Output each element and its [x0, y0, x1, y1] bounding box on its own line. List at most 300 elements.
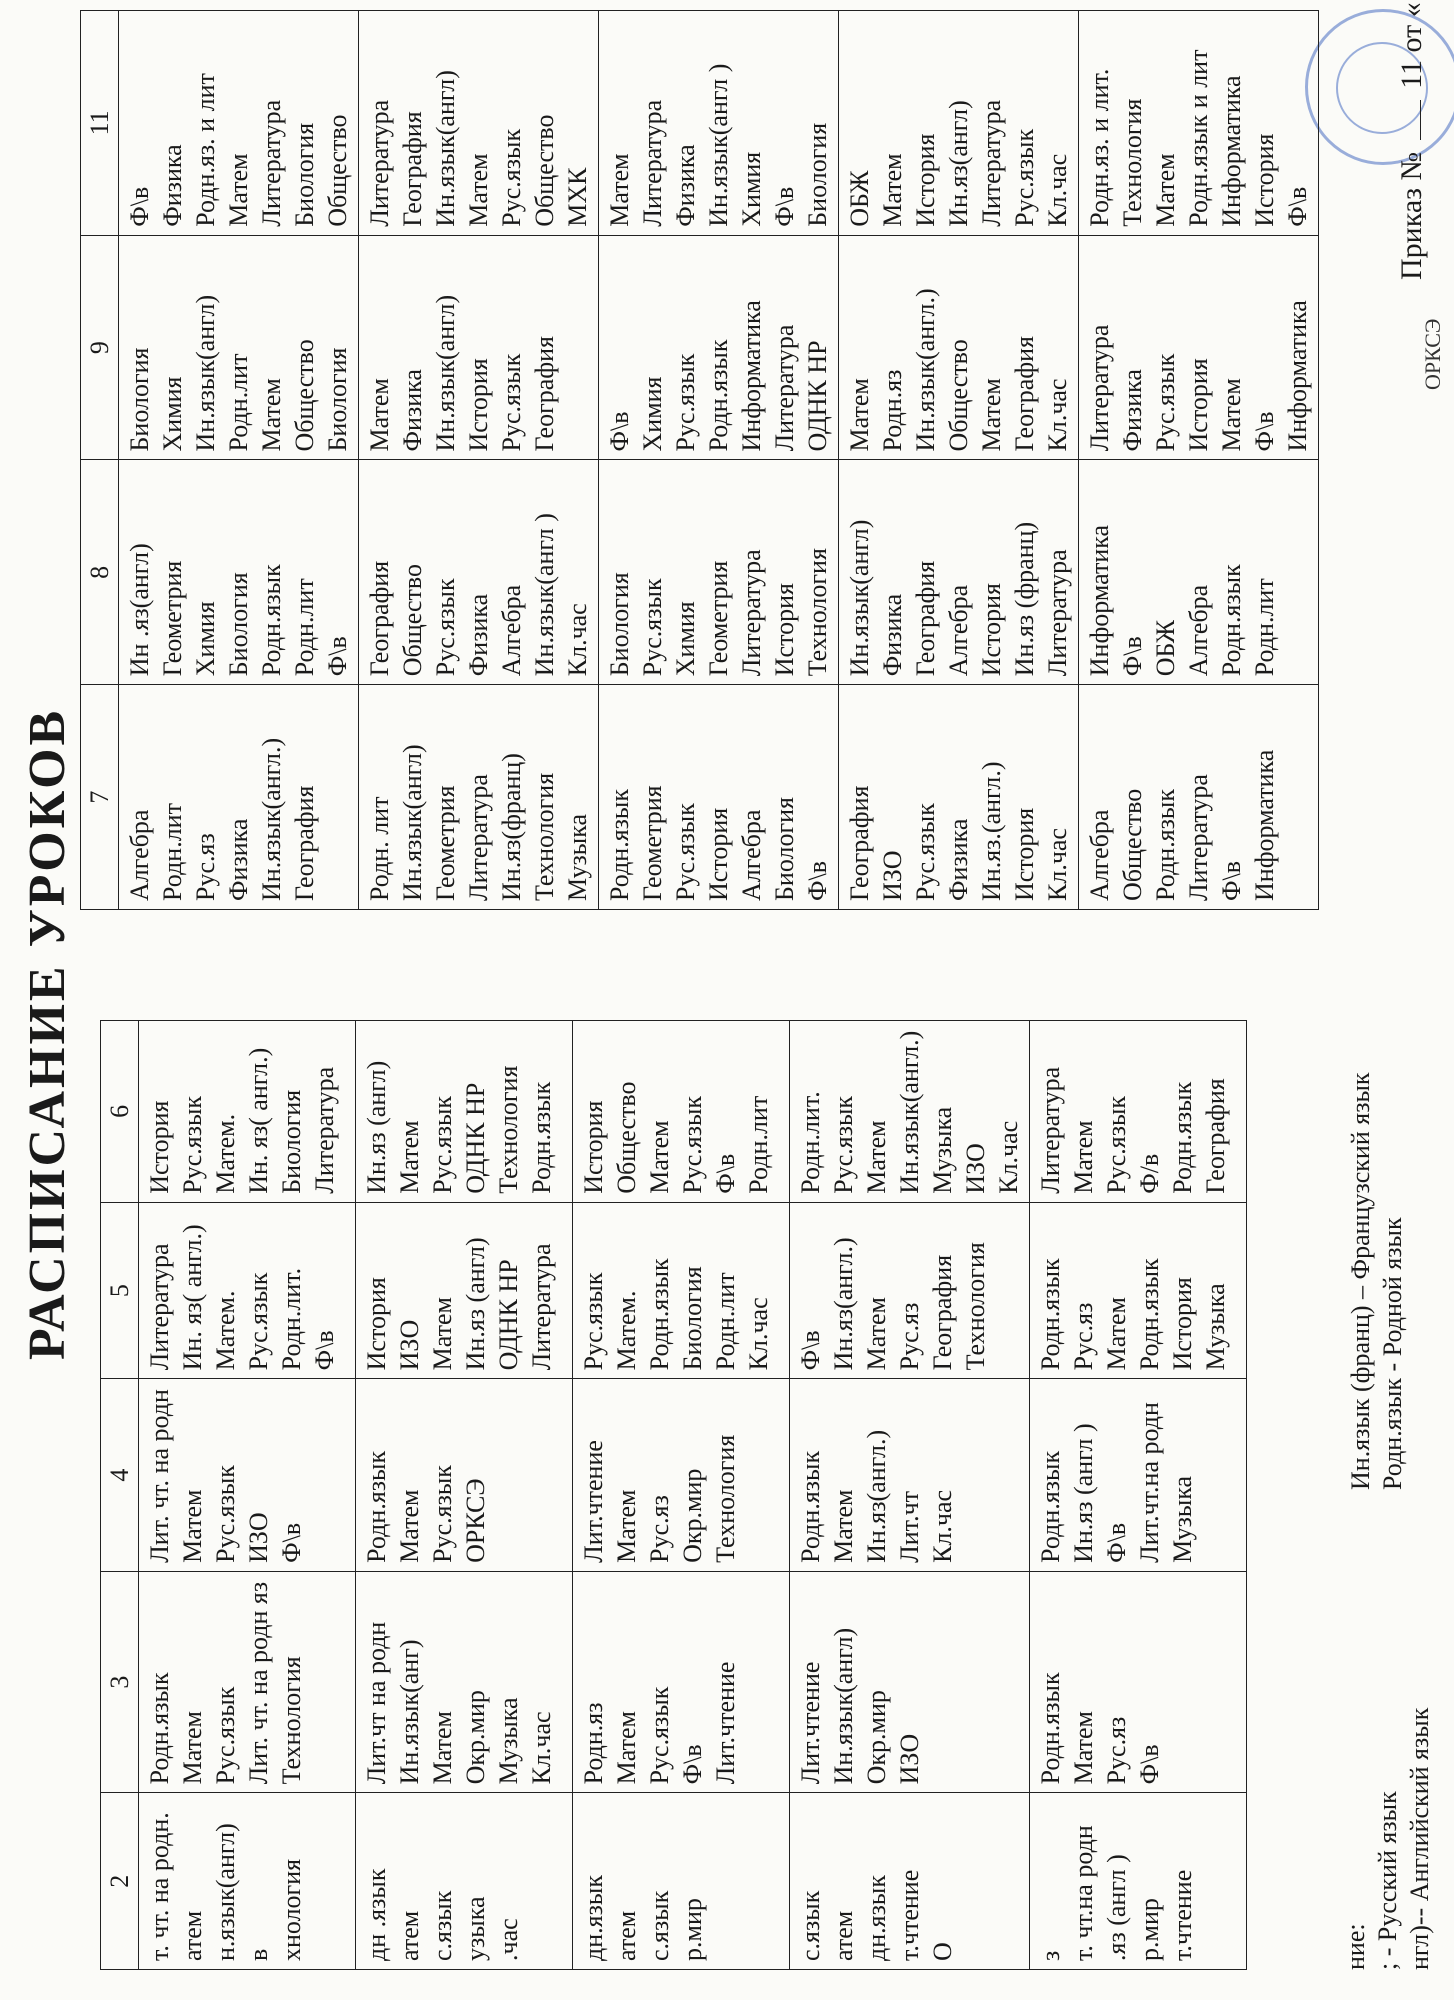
- bottom-fragment: ОРКСЭ: [1420, 318, 1445, 390]
- lesson-subject: Кл.час: [563, 603, 592, 677]
- lesson-subject: Алгебра: [1184, 584, 1213, 677]
- lesson-subject: Физика: [878, 593, 907, 677]
- lesson-cell: [1030, 1379, 1247, 1572]
- lesson-subject: Информатика: [1085, 524, 1114, 677]
- lesson-subject: Музыка: [1201, 1283, 1230, 1371]
- lesson-subject: Родн.лит: [711, 1272, 740, 1371]
- day-row: [1079, 11, 1319, 910]
- lesson-subject: Кл.час: [1043, 828, 1072, 901]
- day-row: [359, 11, 599, 910]
- lesson-subject: Технология: [803, 548, 832, 677]
- lesson-cell: [359, 235, 599, 460]
- lesson-subject: Лит.чтение: [711, 1661, 740, 1785]
- lesson-subject: атем: [829, 1910, 858, 1961]
- lesson-subject: Общество: [530, 114, 559, 227]
- lesson-subject: Рус.язык: [829, 1095, 858, 1194]
- lesson-subject: Литература: [737, 549, 766, 677]
- day-row: [839, 11, 1079, 910]
- lesson-subject: Ин.язык(англ): [845, 519, 874, 677]
- lesson-subject: Рус.язык: [1010, 128, 1039, 227]
- lesson-subject: Родн.яз: [579, 1702, 608, 1785]
- lesson-subject: Рус.яз: [1102, 1716, 1131, 1785]
- lesson-subject: Ф\в: [1118, 636, 1147, 677]
- grade-header: 9: [81, 235, 119, 460]
- lesson-subject: Литература: [770, 324, 799, 452]
- lesson-subject: Родн.язык: [796, 1450, 825, 1563]
- lesson-subject: Ин. яз( англ.): [244, 1047, 273, 1194]
- lesson-subject: Ин.яз (англ ): [1069, 1423, 1098, 1563]
- grade-header: 3: [101, 1571, 139, 1793]
- lesson-subject: атем: [612, 1910, 641, 1961]
- lesson-subject: Матем.: [211, 1290, 240, 1371]
- lesson-subject: Рус.язык: [645, 1686, 674, 1785]
- lesson-cell: [790, 1379, 1030, 1572]
- lesson-subject: Ф\в: [678, 1744, 707, 1785]
- lesson-subject: Матем: [612, 1489, 641, 1563]
- lesson-subject: ОБЖ: [1151, 619, 1180, 677]
- lesson-subject: Ф\в: [1217, 860, 1246, 901]
- lesson-subject: Рус.язык: [671, 353, 700, 452]
- lesson-cell: [119, 11, 359, 236]
- lesson-subject: Геометрия: [704, 560, 733, 677]
- lesson-subject: Лит.чтение: [579, 1440, 608, 1563]
- lesson-subject: Физика: [398, 369, 427, 452]
- lesson-subject: Химия: [158, 376, 187, 452]
- lesson-subject: Биология: [803, 122, 832, 227]
- lesson-cell: [573, 1793, 790, 1970]
- lesson-subject: р.мир: [678, 1898, 707, 1961]
- lesson-subject: ИЗО: [878, 850, 907, 901]
- lesson-cell: [1030, 1571, 1247, 1793]
- lesson-subject: ОДНК НР: [494, 1259, 523, 1371]
- lesson-subject: Общество: [1118, 788, 1147, 901]
- lesson-subject: Ин.язык(англ.): [257, 737, 286, 901]
- lesson-cell: [790, 1202, 1030, 1379]
- lesson-subject: Ин.язык(англ.): [895, 1030, 924, 1194]
- lesson-subject: Матем: [257, 378, 286, 452]
- lesson-subject: История: [911, 133, 940, 227]
- lesson-subject: Литература: [464, 774, 493, 901]
- lesson-subject: Кл.час: [744, 1297, 773, 1371]
- lesson-subject: Лит. чт. на родн яз: [244, 1581, 273, 1785]
- lesson-subject: Информатика: [1217, 75, 1246, 227]
- day-row: [573, 1021, 790, 1970]
- lesson-subject: Рус.язык: [497, 353, 526, 452]
- lesson-subject: Общество: [290, 339, 319, 452]
- lesson-subject: Окр.мир: [862, 1690, 891, 1785]
- day-row: [356, 1021, 573, 1970]
- lesson-subject: ИЗО: [395, 1319, 424, 1371]
- lesson-subject: Матем: [1069, 1711, 1098, 1785]
- lesson-subject: Алгебра: [944, 584, 973, 677]
- lesson-subject: Литература: [365, 99, 394, 227]
- legend-item: нгл)-- Английский язык: [1405, 1707, 1434, 1970]
- lesson-subject: Литература: [638, 99, 667, 227]
- lesson-cell: [573, 1021, 790, 1203]
- lesson-subject: Матем: [428, 1711, 457, 1785]
- lesson-subject: Ин.язык(англ): [191, 294, 220, 452]
- page-title: РАСПИСАНИЕ УРОКОВ: [19, 707, 76, 1360]
- lesson-subject: Ин. яз( англ.): [178, 1224, 207, 1371]
- lesson-subject: Технология: [711, 1434, 740, 1563]
- lesson-subject: Окр.мир: [678, 1468, 707, 1563]
- lesson-subject: Родн.язык и лит: [1184, 49, 1213, 227]
- lesson-subject: Ф\в: [1135, 1744, 1164, 1785]
- lesson-subject: Рус.язык: [579, 1272, 608, 1371]
- lesson-subject: История: [1184, 358, 1213, 452]
- lesson-subject: Ин .яз(англ): [125, 543, 154, 677]
- lesson-subject: атем: [395, 1910, 424, 1961]
- lesson-subject: История: [770, 583, 799, 677]
- lesson-subject: Ф\в: [310, 1330, 339, 1371]
- legend-item: Ин.язык (франц) – Французский язык: [1346, 1072, 1375, 1490]
- lesson-subject: Родн.язык: [645, 1258, 674, 1371]
- grade-header: 5: [101, 1202, 139, 1379]
- lesson-cell: [1030, 1021, 1247, 1203]
- lesson-subject: Ф\в: [803, 860, 832, 901]
- lesson-subject: Алгебра: [125, 809, 154, 901]
- lesson-cell: [839, 685, 1079, 910]
- lesson-cell: [599, 235, 839, 460]
- lesson-cell: [139, 1793, 356, 1970]
- lesson-cell: [1030, 1793, 1247, 1970]
- lesson-subject: Ф\в: [770, 186, 799, 227]
- lesson-subject: с.язык: [796, 1890, 825, 1961]
- lesson-subject: Биология: [277, 1089, 306, 1194]
- lesson-subject: Матем: [365, 378, 394, 452]
- lesson-cell: [1079, 235, 1319, 460]
- lesson-subject: Рус.язык: [671, 803, 700, 901]
- lesson-subject: Ин.яз(англ): [944, 100, 973, 227]
- lesson-subject: Литература: [1043, 549, 1072, 677]
- lesson-subject: Матем: [862, 1297, 891, 1371]
- lesson-subject: Рус.язык: [638, 578, 667, 677]
- lesson-subject: Ин.язык(англ ): [704, 63, 733, 227]
- lesson-subject: Родн.лит.: [796, 1091, 825, 1194]
- lesson-subject: р.мир: [1135, 1898, 1164, 1961]
- lesson-subject: Рус.язык: [428, 1465, 457, 1563]
- lesson-subject: с.язык: [645, 1890, 674, 1961]
- lesson-subject: Музыка: [494, 1697, 523, 1785]
- lesson-cell: [359, 685, 599, 910]
- lesson-subject: Лит.чт на родн: [362, 1621, 391, 1785]
- lesson-subject: Ин.яз.(англ.): [977, 761, 1006, 901]
- lesson-subject: Ин.язык(англ): [829, 1627, 858, 1785]
- lesson-cell: [359, 460, 599, 685]
- lesson-subject: дн.язык: [862, 1875, 891, 1961]
- lesson-cell: [356, 1793, 573, 1970]
- day-row: [599, 11, 839, 910]
- lesson-subject: История: [464, 358, 493, 452]
- lesson-cell: [790, 1021, 1030, 1203]
- lesson-subject: Родн.язык: [1135, 1258, 1164, 1371]
- lesson-subject: Ф\в: [1283, 186, 1312, 227]
- grade-header: 2: [101, 1793, 139, 1970]
- lesson-subject: Рус.язык: [1102, 1095, 1131, 1194]
- lesson-subject: Родн.язык: [1036, 1672, 1065, 1785]
- lesson-subject: Лит.чт.на родн: [1135, 1402, 1164, 1563]
- legend-left: [1340, 1708, 1436, 1970]
- lesson-subject: Матем: [1151, 153, 1180, 227]
- lesson-subject: Алгебра: [497, 584, 526, 677]
- lesson-subject: Геометрия: [431, 785, 460, 901]
- lesson-subject: с.язык: [428, 1890, 457, 1961]
- lesson-subject: Физика: [671, 144, 700, 227]
- lesson-subject: Матем: [612, 1711, 641, 1785]
- lesson-subject: Матем: [829, 1489, 858, 1563]
- lesson-subject: узыка: [461, 1896, 490, 1961]
- lesson-subject: Родн.лит: [224, 353, 253, 452]
- lesson-subject: дн.язык: [579, 1875, 608, 1961]
- legend-item: Родн.язык - Родной язык: [1378, 1217, 1407, 1490]
- lesson-subject: Ин.яз (англ): [461, 1237, 490, 1371]
- lesson-subject: Технология: [1118, 98, 1147, 227]
- grade-header: 6: [101, 1021, 139, 1203]
- order-line: [1395, 2, 1429, 280]
- lesson-subject: История: [1010, 807, 1039, 901]
- lesson-subject: Родн.лит: [744, 1095, 773, 1194]
- lesson-subject: Родн.яз. и лит: [191, 73, 220, 227]
- lesson-subject: Окр.мир: [461, 1690, 490, 1785]
- lesson-subject: Литература: [977, 99, 1006, 227]
- lesson-subject: Кл.час: [928, 1489, 957, 1563]
- lesson-subject: Общество: [323, 114, 352, 227]
- lesson-subject: География: [530, 335, 559, 452]
- lesson-subject: Ин.яз (англ): [362, 1060, 391, 1194]
- lesson-subject: Ф\в: [125, 186, 154, 227]
- lesson-subject: Матем: [224, 153, 253, 227]
- lesson-subject: ИЗО: [895, 1733, 924, 1785]
- lesson-subject: Кл.час: [994, 1120, 1023, 1194]
- lesson-subject: Родн.язык: [704, 339, 733, 452]
- lesson-subject: Ин.яз (франц): [1010, 521, 1039, 677]
- lesson-subject: О: [928, 1942, 957, 1961]
- legend-heading: ние:: [1341, 1923, 1370, 1970]
- lesson-subject: МХК: [563, 167, 592, 227]
- day-row: [790, 1021, 1030, 1970]
- lesson-subject: Матем: [395, 1489, 424, 1563]
- lesson-subject: История: [579, 1100, 608, 1194]
- lesson-subject: Матем: [178, 1711, 207, 1785]
- lesson-subject: Ин.язык(англ): [398, 744, 427, 901]
- lesson-cell: [1079, 685, 1319, 910]
- lesson-subject: Родн.яз: [878, 369, 907, 452]
- lesson-subject: дн .язык: [362, 1868, 391, 1961]
- lesson-cell: [356, 1379, 573, 1572]
- lesson-subject: Матем.: [211, 1113, 240, 1194]
- lesson-subject: т.чтение: [895, 1869, 924, 1961]
- lesson-subject: Лит.чтение: [796, 1661, 825, 1785]
- lesson-subject: Родн.лит.: [277, 1267, 306, 1371]
- lesson-cell: [356, 1571, 573, 1793]
- lesson-subject: Ф\в: [323, 636, 352, 677]
- lesson-subject: География: [1201, 1078, 1230, 1194]
- lesson-cell: [599, 460, 839, 685]
- lesson-subject: Матем.: [612, 1290, 641, 1371]
- lesson-subject: Ф\в: [1250, 411, 1279, 452]
- lesson-cell: [1079, 11, 1319, 236]
- lesson-subject: Музыка: [928, 1106, 957, 1194]
- lesson-subject: т.чтение: [1168, 1869, 1197, 1961]
- lesson-subject: Рус.язык: [431, 578, 460, 677]
- lesson-subject: География: [398, 111, 427, 227]
- lesson-subject: Литература: [257, 99, 286, 227]
- order-label: Приказ №: [1395, 151, 1428, 280]
- lesson-subject: История: [362, 1277, 391, 1371]
- lesson-subject: Родн.язык: [1168, 1081, 1197, 1194]
- lesson-subject: Литература: [1036, 1066, 1065, 1194]
- lesson-subject: Алгебра: [737, 809, 766, 901]
- lesson-subject: Кл.час: [527, 1711, 556, 1785]
- lesson-subject: Рус.язык: [911, 803, 940, 901]
- lesson-subject: ОДНК НР: [803, 340, 832, 452]
- lesson-subject: Биология: [770, 796, 799, 901]
- lesson-subject: Матем: [464, 153, 493, 227]
- lesson-subject: История: [704, 807, 733, 901]
- lesson-subject: ОБЖ: [845, 170, 874, 227]
- lesson-subject: Информатика: [1250, 749, 1279, 901]
- lesson-subject: Родн.язык: [257, 564, 286, 677]
- lesson-subject: География: [290, 785, 319, 901]
- lesson-subject: Рус.язык: [497, 128, 526, 227]
- lesson-cell: [573, 1571, 790, 1793]
- lesson-subject: Технология: [494, 1065, 523, 1194]
- lesson-cell: [790, 1571, 1030, 1793]
- lesson-subject: Рус.яз: [1069, 1302, 1098, 1371]
- lesson-subject: Родн.язык: [1036, 1450, 1065, 1563]
- lesson-cell: [839, 235, 1079, 460]
- lesson-subject: Рус.язык: [211, 1465, 240, 1563]
- lesson-cell: [599, 11, 839, 236]
- lesson-subject: Матем: [977, 378, 1006, 452]
- lesson-subject: хнология: [277, 1858, 306, 1961]
- order-number: 11: [1395, 59, 1428, 89]
- lesson-subject: География: [928, 1254, 957, 1371]
- lesson-subject: ОДНК НР: [461, 1082, 490, 1194]
- lesson-subject: Химия: [737, 151, 766, 227]
- lesson-cell: [119, 460, 359, 685]
- lesson-subject: Ф\в: [605, 411, 634, 452]
- lesson-subject: Литература: [1184, 774, 1213, 901]
- order-from: от «: [1395, 2, 1428, 53]
- lesson-cell: [1030, 1202, 1247, 1379]
- lesson-subject: Биология: [290, 122, 319, 227]
- lesson-subject: Родн. лит: [365, 796, 394, 901]
- lesson-subject: Родн.язык: [527, 1081, 556, 1194]
- grade-header: 4: [101, 1379, 139, 1572]
- lesson-subject: География: [845, 785, 874, 901]
- day-row: [139, 1021, 356, 1970]
- lesson-subject: Технология: [961, 1242, 990, 1371]
- lesson-subject: Ин.язык(анг): [395, 1639, 424, 1785]
- lesson-subject: Родн.язык: [605, 788, 634, 901]
- school-stamp: [1305, 9, 1454, 165]
- lesson-cell: [573, 1379, 790, 1572]
- lesson-subject: Геометрия: [158, 560, 187, 677]
- lesson-subject: Физика: [464, 593, 493, 677]
- lesson-subject: Общество: [944, 339, 973, 452]
- lesson-subject: Рус.яз: [895, 1302, 924, 1371]
- legend-right: [1345, 1072, 1409, 1490]
- lesson-subject: Лит.чт: [895, 1490, 924, 1563]
- lesson-subject: Информатика: [1283, 300, 1312, 452]
- lesson-cell: [119, 235, 359, 460]
- lesson-subject: Музыка: [1168, 1475, 1197, 1563]
- lesson-subject: Матем: [395, 1120, 424, 1194]
- lesson-subject: Литература: [145, 1243, 174, 1371]
- grade-header: 8: [81, 460, 119, 685]
- lesson-subject: Информатика: [737, 300, 766, 452]
- lesson-subject: Алгебра: [1085, 809, 1114, 901]
- lesson-subject: в: [244, 1948, 273, 1961]
- lesson-subject: .яз (англ ): [1102, 1854, 1131, 1961]
- lesson-subject: Ин.яз(англ.): [862, 1429, 891, 1563]
- lesson-subject: Матем: [1102, 1297, 1131, 1371]
- grade-header: 11: [81, 11, 119, 236]
- lesson-subject: Рус.язык: [178, 1095, 207, 1194]
- lesson-subject: ИЗО: [244, 1512, 273, 1563]
- lesson-subject: Матем: [1069, 1120, 1098, 1194]
- lesson-subject: Биология: [605, 572, 634, 677]
- lesson-subject: Кл.час: [1043, 378, 1072, 452]
- lesson-subject: Лит. чт. на родн: [145, 1389, 174, 1563]
- lesson-subject: Биология: [678, 1266, 707, 1371]
- lesson-subject: Рус.яз: [645, 1495, 674, 1563]
- lesson-subject: Ф\в: [711, 1153, 740, 1194]
- lesson-subject: з: [1036, 1950, 1065, 1961]
- lesson-subject: География: [911, 560, 940, 677]
- lesson-subject: Рус.язык: [678, 1095, 707, 1194]
- lesson-subject: Ин.язык(англ): [431, 70, 460, 227]
- lesson-subject: Рус.язык: [244, 1272, 273, 1371]
- lesson-subject: Химия: [191, 601, 220, 677]
- lesson-subject: Матем: [605, 153, 634, 227]
- lesson-subject: Геометрия: [638, 785, 667, 901]
- lesson-cell: [139, 1571, 356, 1793]
- lesson-subject: Родн.язык: [1036, 1258, 1065, 1371]
- lesson-cell: [839, 460, 1079, 685]
- lesson-cell: [356, 1021, 573, 1203]
- lesson-subject: Ф\в: [796, 1330, 825, 1371]
- lesson-subject: Родн.лит: [1250, 578, 1279, 677]
- lesson-subject: Технология: [530, 772, 559, 901]
- lesson-subject: Литература: [310, 1066, 339, 1194]
- lesson-subject: Матем: [1217, 378, 1246, 452]
- lesson-subject: Матем: [878, 153, 907, 227]
- lesson-subject: Рус.яз: [191, 833, 220, 901]
- lesson-subject: т. чт.на родн: [1069, 1825, 1098, 1961]
- lesson-subject: Родн.язык: [145, 1672, 174, 1785]
- lesson-cell: [119, 685, 359, 910]
- lesson-subject: География: [1010, 335, 1039, 452]
- lesson-subject: ИЗО: [961, 1143, 990, 1194]
- lesson-subject: т. чт. на родн.: [145, 1812, 174, 1961]
- lesson-subject: Матем: [178, 1489, 207, 1563]
- lesson-cell: [356, 1202, 573, 1379]
- lesson-subject: Общество: [612, 1081, 641, 1194]
- lesson-subject: Матем: [428, 1297, 457, 1371]
- lesson-subject: атем: [178, 1910, 207, 1961]
- lesson-subject: Родн.лит: [290, 578, 319, 677]
- lesson-subject: Биология: [224, 572, 253, 677]
- lesson-subject: Ф/в: [1135, 1153, 1164, 1194]
- lesson-subject: Ин.язык(англ): [431, 294, 460, 452]
- lesson-cell: [573, 1202, 790, 1379]
- lesson-subject: История: [1168, 1277, 1197, 1371]
- lesson-cell: [139, 1379, 356, 1572]
- lesson-subject: Рус.язык: [428, 1095, 457, 1194]
- lesson-subject: Матем: [645, 1120, 674, 1194]
